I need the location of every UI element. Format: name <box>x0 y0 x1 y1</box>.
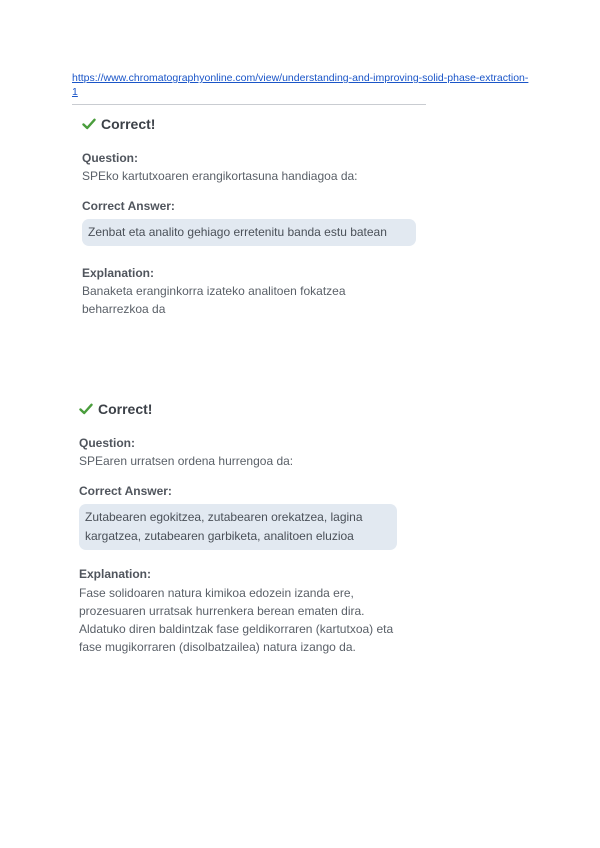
status-label: Correct! <box>98 401 153 417</box>
divider <box>72 104 426 105</box>
quiz-card <box>82 114 422 318</box>
question-label: Question: <box>79 436 135 450</box>
check-icon <box>82 117 96 131</box>
question-label: Question: <box>82 151 138 165</box>
question-text: SPEaren urratsen ordena hurrengoa da: <box>79 454 294 468</box>
status-correct <box>79 399 419 419</box>
question-text: SPEko kartutxoaren erangikortasuna handiagoa da: <box>82 169 358 183</box>
source-link[interactable]: https://www.chromatographyonline.com/view/understanding-and-improving-solid-phase-extraction-1 <box>72 72 529 98</box>
explanation-text: Fase solidoaren natura kimikoa edozein izanda ere, prozesuaren urratsak hurrenkera berean ematen dira. Aldatuko diren baldintzak fase geldikorraren (kartutxoa) eta fase mugikorraren (disolbatzailea) natura izango da. <box>79 586 394 654</box>
check-icon <box>79 402 93 416</box>
quiz-card <box>79 399 419 656</box>
answer-box: Zenbat eta analito gehiago erretenitu banda estu batean <box>82 219 416 246</box>
answer-label: Correct Answer: <box>82 199 175 213</box>
answer-label: Correct Answer: <box>79 484 172 498</box>
explanation-label: Explanation: <box>82 266 155 280</box>
explanation-label: Explanation: <box>79 567 152 581</box>
status-label: Correct! <box>101 116 156 132</box>
answer-box: Zutabearen egokitzea, zutabearen orekatzea, lagina kargatzea, zutabearen garbiketa, analitoen eluzioa <box>79 504 397 550</box>
status-correct <box>82 114 422 134</box>
explanation-text: Banaketa eranginkorra izateko analitoen fokatzea beharrezkoa da <box>82 284 346 316</box>
